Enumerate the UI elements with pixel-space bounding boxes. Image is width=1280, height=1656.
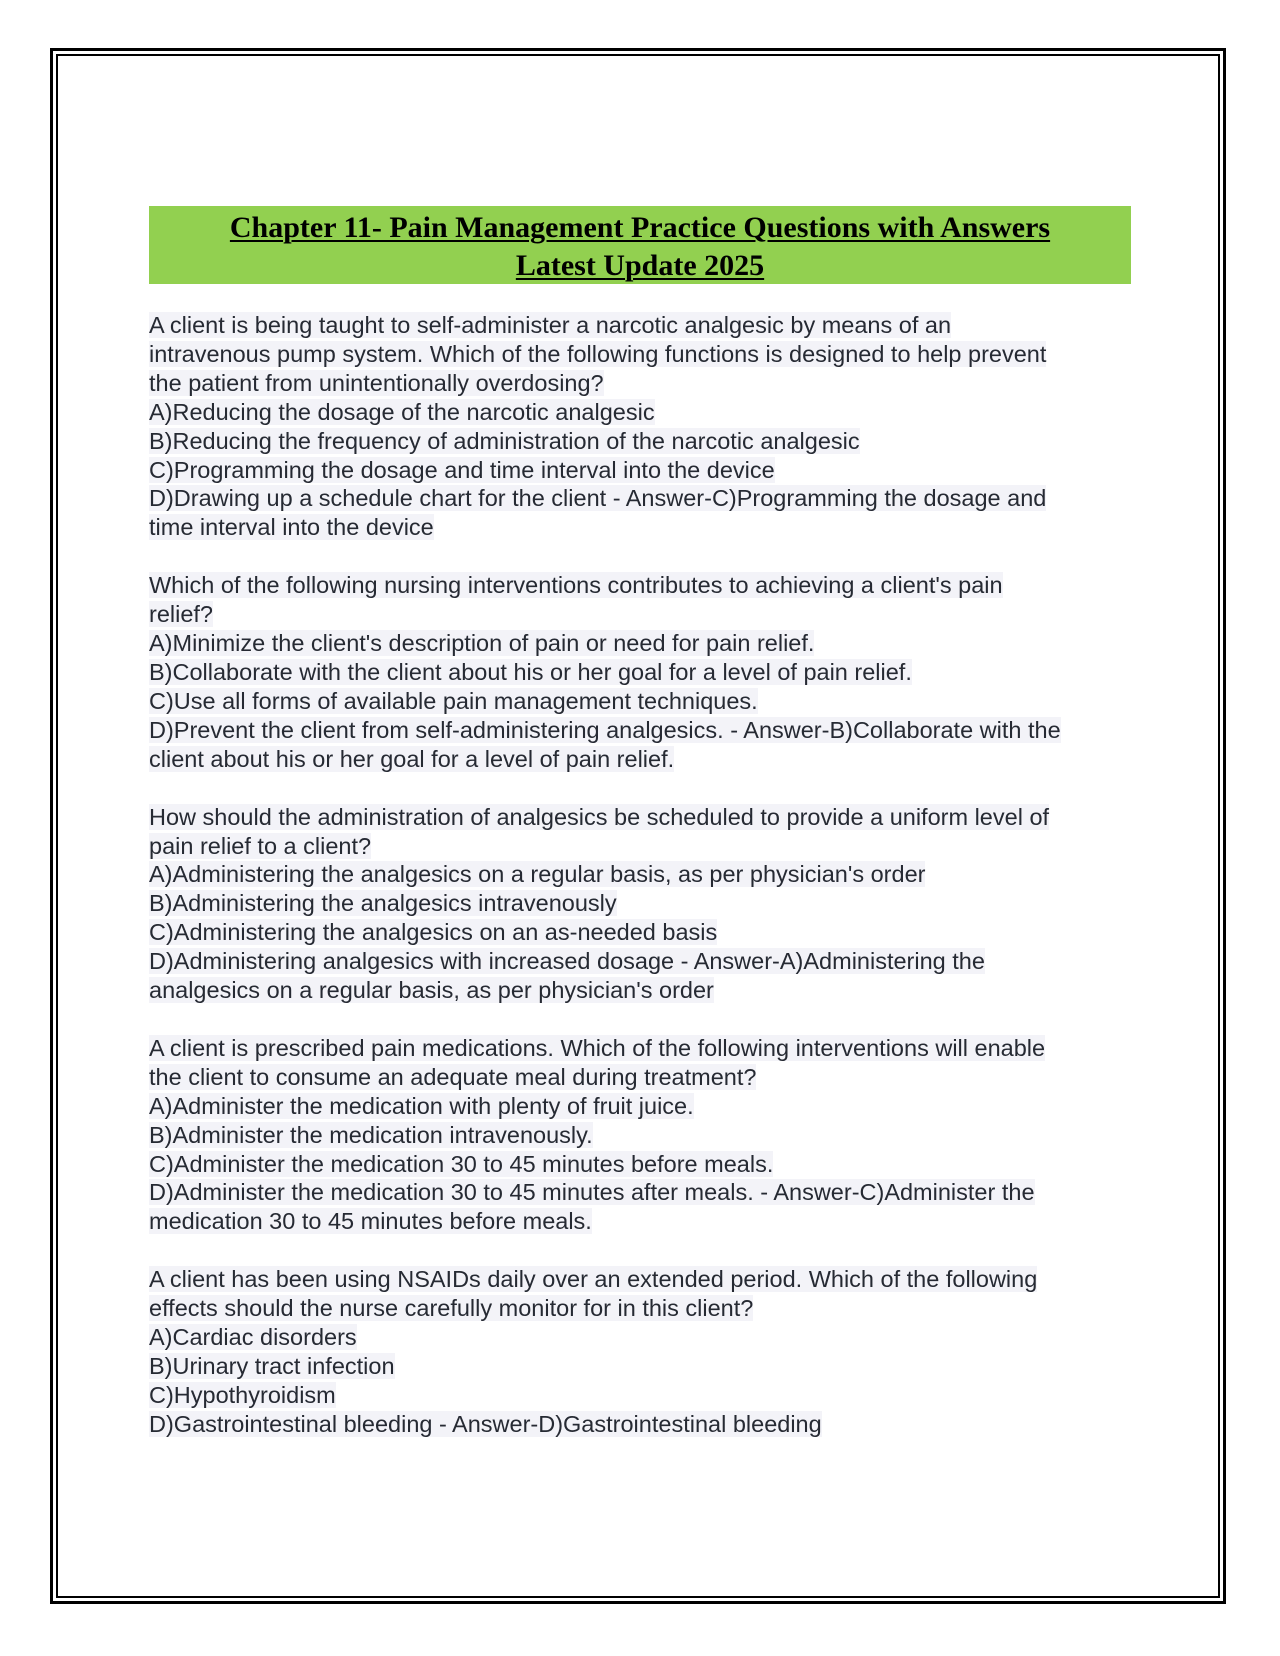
question-1-option: B)Reducing the frequency of administration of the narcotic analgesic xyxy=(149,427,860,454)
question-5-line: effects should the nurse carefully monitor for in this client? xyxy=(149,1295,754,1322)
question-2-option-answer: D)Prevent the client from self-administering analgesics. - Answer-B)Collaborate with the xyxy=(149,716,1061,743)
question-1-line: the patient from unintentionally overdosing? xyxy=(149,369,604,396)
question-4-answer: medication 30 to 45 minutes before meals. xyxy=(149,1208,592,1235)
question-2-option: A)Minimize the client's description of pain or need for pain relief. xyxy=(149,630,815,657)
question-5-option: A)Cardiac disorders xyxy=(149,1324,357,1351)
question-4-option-answer: D)Administer the medication 30 to 45 minutes after meals. - Answer-C)Administer the xyxy=(149,1179,1035,1206)
question-5-option: C)Hypothyroidism xyxy=(149,1381,336,1408)
question-5-option: B)Urinary tract infection xyxy=(149,1353,395,1379)
question-block-2 xyxy=(149,571,1139,773)
question-5-line: A client has been using NSAIDs daily over an extended period. Which of the following xyxy=(149,1266,1038,1293)
question-1-option-answer: D)Drawing up a schedule chart for the client - Answer-C)Programming the dosage and xyxy=(149,485,1047,512)
question-2-line: relief? xyxy=(149,601,214,628)
question-block-4 xyxy=(149,1034,1139,1236)
question-4-option: C)Administer the medication 30 to 45 minutes before meals. xyxy=(149,1150,774,1177)
question-2-option: B)Collaborate with the client about his or her goal for a level of pain relief. xyxy=(149,658,912,685)
question-block-1 xyxy=(149,311,1139,542)
document-title xyxy=(149,206,1131,284)
question-2-answer: client about his or her goal for a level of pain relief. xyxy=(149,745,675,772)
question-4-option: B)Administer the medication intravenously. xyxy=(149,1121,593,1148)
question-1-option: C)Programming the dosage and time interval into the device xyxy=(149,456,775,483)
question-3-option: A)Administering the analgesics on a regular basis, as per physician's order xyxy=(149,861,926,888)
title-line-2: Latest Update 2025 xyxy=(515,249,765,282)
question-3-line: pain relief to a client? xyxy=(149,832,372,859)
question-3-option: C)Administering the analgesics on an as-needed basis xyxy=(149,919,718,946)
question-5-option-answer: D)Gastrointestinal bleeding - Answer-D)Gastrointestinal bleeding xyxy=(149,1410,822,1437)
question-1-option: A)Reducing the dosage of the narcotic analgesic xyxy=(149,398,655,425)
question-1-line: intravenous pump system. Which of the following functions is designed to help prevent xyxy=(149,340,1047,367)
title-line-1: Chapter 11- Pain Management Practice Questions with Answers xyxy=(229,211,1051,244)
question-3-line: How should the administration of analgesics be scheduled to provide a uniform level of xyxy=(149,803,1050,830)
question-4-line: A client is prescribed pain medications. Which of the following interventions will enable xyxy=(149,1034,1046,1061)
question-4-option: A)Administer the medication with plenty of fruit juice. xyxy=(149,1092,694,1119)
question-4-line: the client to consume an adequate meal during treatment? xyxy=(149,1063,757,1090)
question-2-option: C)Use all forms of available pain management techniques. xyxy=(149,687,758,714)
question-list xyxy=(149,311,1139,1468)
question-block-5 xyxy=(149,1265,1139,1438)
question-2-line: Which of the following nursing interventions contributes to achieving a client's pain xyxy=(149,572,1003,599)
question-block-3 xyxy=(149,803,1139,1005)
question-3-option-answer: D)Administering analgesics with increased dosage - Answer-A)Administering the xyxy=(149,948,985,975)
question-3-answer: analgesics on a regular basis, as per physician's order xyxy=(149,977,714,1004)
question-3-option: B)Administering the analgesics intravenously xyxy=(149,890,617,917)
question-1-answer: time interval into the device xyxy=(149,514,434,541)
question-1-line: A client is being taught to self-administer a narcotic analgesic by means of an xyxy=(149,312,952,338)
